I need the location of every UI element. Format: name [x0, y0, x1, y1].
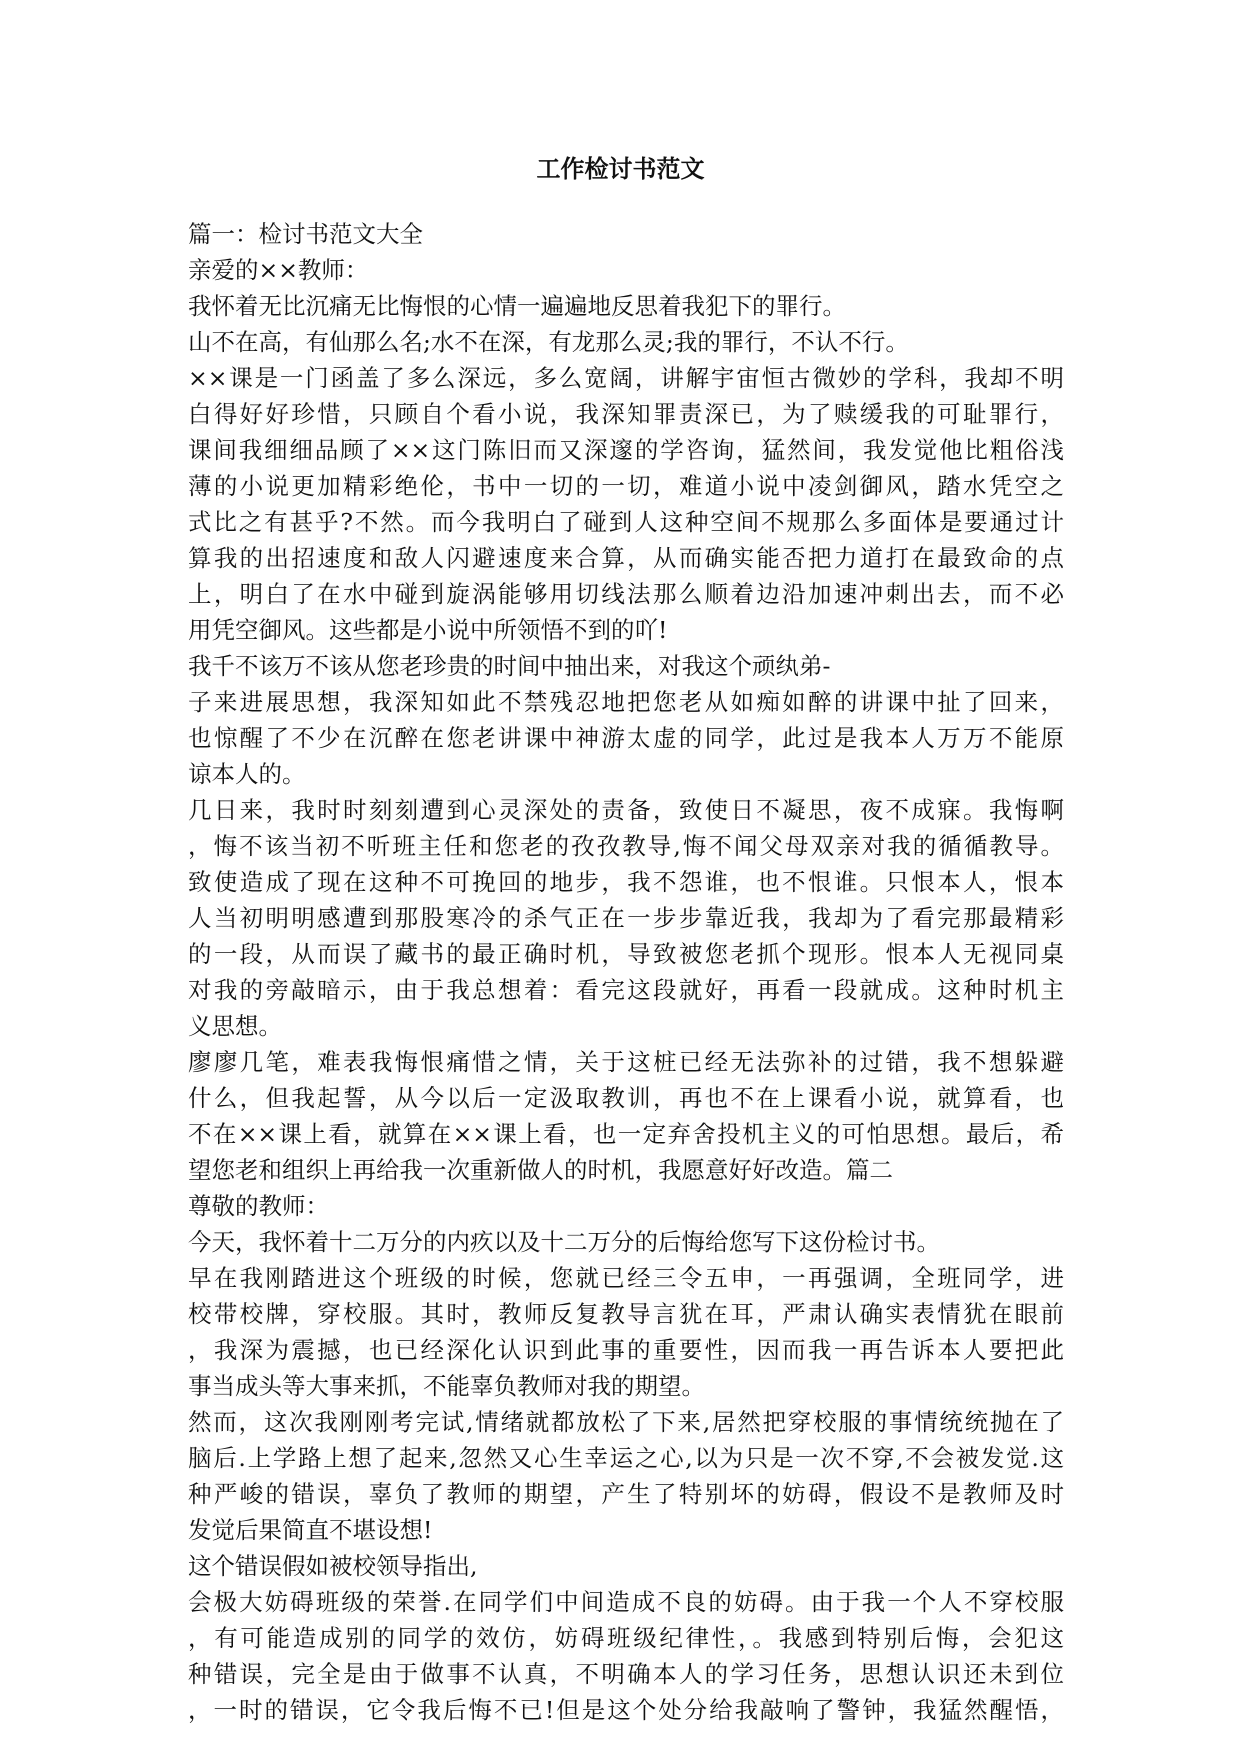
text-line: 白得好好珍惜，只顾自个看小说，我深知罪责深已，为了赎缓我的可耻罪行，	[188, 400, 1064, 428]
text-line: 致使造成了现在这种不可挽回的地步，我不怨谁，也不恨谁。只恨本人，恨本	[188, 868, 1064, 896]
text-line: 种严峻的错误，辜负了教师的期望，产生了特别坏的妨碍，假设不是教师及时	[188, 1480, 1064, 1508]
text-line: 用凭空御风。这些都是小说中所领悟不到的吖!	[188, 616, 668, 644]
text-line: 然而，这次我刚刚考完试,情绪就都放松了下来,居然把穿校服的事情统统抛在了	[188, 1408, 1064, 1436]
text-line: 上，明白了在水中碰到旋涡能够用切线法那么顺着边沿加速冲刺出去，而不必	[188, 580, 1064, 608]
text-line: 我怀着无比沉痛无比悔恨的心情一遍遍地反思着我犯下的罪行。	[188, 292, 846, 320]
text-line: 发觉后果简直不堪设想!	[188, 1516, 433, 1544]
text-line: 尊敬的教师：	[188, 1192, 329, 1220]
text-line: 今天，我怀着十二万分的内疚以及十二万分的后悔给您写下这份检讨书。	[188, 1228, 940, 1256]
text-line: 不在××课上看，就算在××课上看，也一定弃舍投机主义的可怕思想。最后，希	[188, 1120, 1064, 1148]
text-line: ，我深为震撼，也已经深化认识到此事的重要性，因而我一再告诉本人要把此	[188, 1336, 1064, 1364]
text-line: 课间我细细品顾了××这门陈旧而又深邃的学咨询，猛然间，我发觉他比粗俗浅	[188, 436, 1064, 464]
text-line: 事当成头等大事来抓，不能辜负教师对我的期望。	[188, 1372, 705, 1400]
text-line: 对我的旁敲暗示，由于我总想着：看完这段就好，再看一段就成。这种时机主	[188, 976, 1064, 1004]
text-line: 子来进展思想，我深知如此不禁残忍地把您老从如痴如醉的讲课中扯了回来，	[188, 688, 1064, 716]
text-line: 谅本人的。	[188, 760, 306, 788]
text-line: 会极大妨碍班级的荣誉.在同学们中间造成不良的妨碍。由于我一个人不穿校服	[188, 1588, 1064, 1616]
text-line: 脑后.上学路上想了起来,忽然又心生幸运之心,以为只是一次不穿,不会被发觉.这	[188, 1444, 1064, 1472]
text-line: 早在我刚踏进这个班级的时候，您就已经三令五申，一再强调，全班同学，进	[188, 1264, 1064, 1292]
text-line: 我千不该万不该从您老珍贵的时间中抽出来，对我这个顽纨弟-	[188, 652, 831, 680]
text-line: 亲爱的××教师：	[188, 256, 369, 284]
text-line: 式比之有甚乎?不然。而今我明白了碰到人这种空间不规那么多面体是要通过计	[188, 508, 1064, 536]
text-line: 算我的出招速度和敌人闪避速度来合算，从而确实能否把力道打在最致命的点	[188, 544, 1064, 572]
text-line: 也惊醒了不少在沉醉在您老讲课中神游太虚的同学，此过是我本人万万不能原	[188, 724, 1064, 752]
text-line: 望您老和组织上再给我一次重新做人的时机，我愿意好好改造。篇二	[188, 1156, 893, 1184]
text-line: ，一时的错误，它令我后悔不已!但是这个处分给我敲响了警钟，我猛然醒悟，	[188, 1696, 1064, 1724]
text-line: 篇一：检讨书范文大全	[188, 220, 423, 248]
document-body	[188, 216, 1064, 1728]
text-line: 山不在高，有仙那么名;水不在深，有龙那么灵;我的罪行，不认不行。	[188, 328, 909, 356]
text-line: 的一段，从而误了藏书的最正确时机，导致被您老抓个现形。恨本人无视同桌	[188, 940, 1064, 968]
text-line: 什么，但我起誓，从今以后一定汲取教训，再也不在上课看小说，就算看，也	[188, 1084, 1064, 1112]
text-line: 薄的小说更加精彩绝伦，书中一切的一切，难道小说中凌剑御风，踏水凭空之	[188, 472, 1064, 500]
text-line: 这个错误假如被校领导指出,	[188, 1552, 478, 1580]
text-line: ，悔不该当初不听班主任和您老的孜孜教导,悔不闻父母双亲对我的循循教导。	[188, 832, 1064, 860]
text-line: 廖廖几笔，难表我悔恨痛惜之情，关于这桩已经无法弥补的过错，我不想躲避	[188, 1048, 1064, 1076]
text-line: 几日来，我时时刻刻遭到心灵深处的责备，致使日不凝思，夜不成寐。我悔啊	[188, 796, 1064, 824]
text-line: 校带校牌，穿校服。其时，教师反复教导言犹在耳，严肃认确实表情犹在眼前	[188, 1300, 1064, 1328]
text-line: ，有可能造成别的同学的效仿，妨碍班级纪律性，。我感到特别后悔，会犯这	[188, 1624, 1064, 1652]
text-line: 义思想。	[188, 1012, 282, 1040]
document-title: 工作检讨书范文	[536, 154, 705, 183]
text-line: 人当初明明感遭到那股寒冷的杀气正在一步步靠近我，我却为了看完那最精彩	[188, 904, 1064, 932]
text-line: 种错误，完全是由于做事不认真，不明确本人的学习任务，思想认识还未到位	[188, 1660, 1064, 1688]
text-line: ××课是一门函盖了多么深远，多么宽阔，讲解宇宙恒古微妙的学科，我却不明	[188, 364, 1064, 392]
